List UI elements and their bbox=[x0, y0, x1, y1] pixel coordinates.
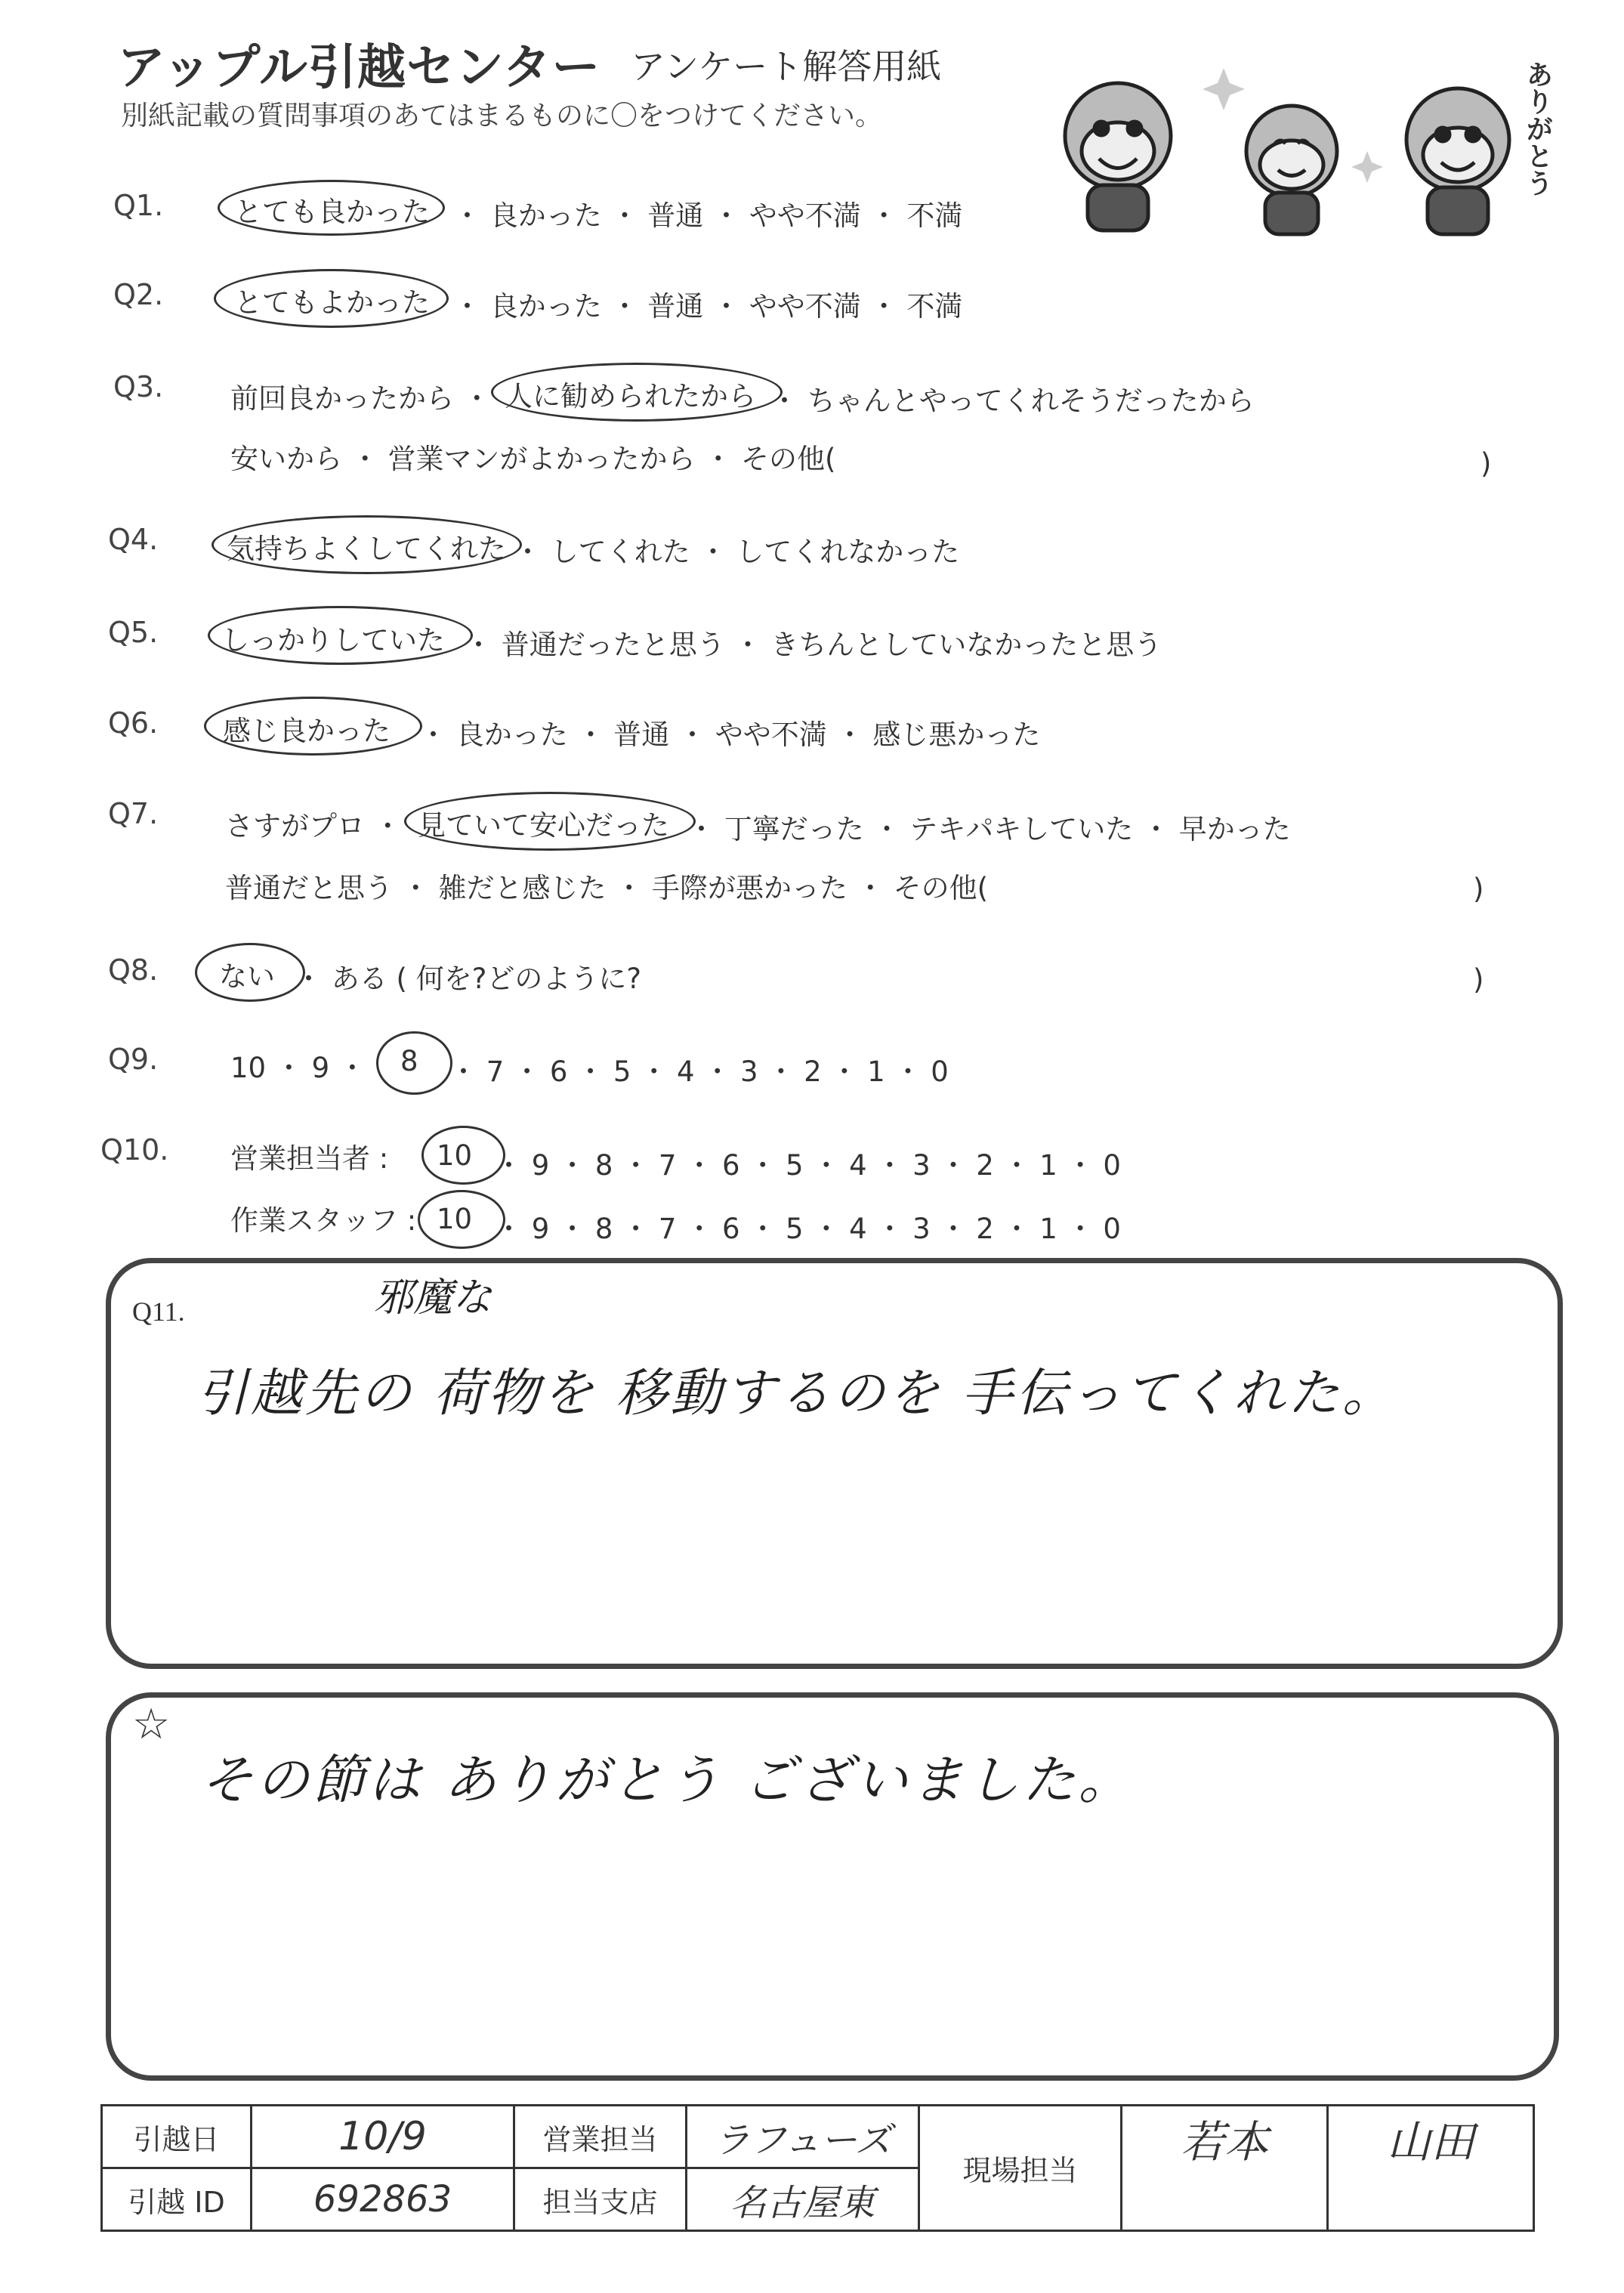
q5-option-selected[interactable]: しっかりしていた bbox=[221, 624, 445, 657]
q10-staff-options[interactable]: ・ 9 ・ 8 ・ 7 ・ 6 ・ 5 ・ 4 ・ 3 ・ 2 ・ 1 ・ 0 bbox=[495, 1213, 1121, 1245]
star-icon: ☆ bbox=[132, 1700, 171, 1749]
q11-handwritten-insert: 邪魔な bbox=[374, 1275, 492, 1321]
footer-table bbox=[100, 2104, 1535, 2232]
form-title: アップル引越センター bbox=[117, 40, 601, 96]
q5-label: Q5. bbox=[108, 616, 159, 649]
q9-options-high[interactable]: 10 ・ 9 ・ bbox=[230, 1052, 366, 1084]
move-date-label: 引越日 bbox=[102, 2106, 252, 2168]
q8-options[interactable]: ・ ある ( 何を?どのように? bbox=[295, 963, 641, 995]
q6-option-selected[interactable]: 感じ良かった bbox=[223, 715, 391, 747]
mascot-caption: ありがとう bbox=[1522, 60, 1553, 196]
q11-label: Q11. bbox=[132, 1296, 185, 1327]
move-date-value[interactable]: 10/9 bbox=[252, 2106, 514, 2168]
q3-option-3[interactable]: ・ ちゃんとやってくれそうだったから bbox=[770, 385, 1255, 417]
sales-label: 営業担当 bbox=[514, 2106, 687, 2168]
site-staff-1[interactable]: 若本 bbox=[1122, 2106, 1328, 2231]
move-id-value[interactable]: 692863 bbox=[252, 2168, 514, 2231]
q5-options[interactable]: ・ 普通だったと思う ・ きちんとしていなかったと思う bbox=[465, 629, 1162, 661]
q1-option-selected[interactable]: とても良かった bbox=[234, 196, 430, 228]
q10-sales-options[interactable]: ・ 9 ・ 8 ・ 7 ・ 6 ・ 5 ・ 4 ・ 3 ・ 2 ・ 1 ・ 0 bbox=[495, 1149, 1121, 1182]
q7-options-line2[interactable]: 普通だと思う ・ 雑だと感じた ・ 手際が悪かった ・ その他( bbox=[225, 872, 989, 904]
q8-close-paren: ) bbox=[1473, 963, 1484, 996]
q7-close-paren: ) bbox=[1473, 873, 1484, 905]
q7-option-3[interactable]: ・ 丁寧だった ・ テキパキしていた ・ 早かった bbox=[687, 813, 1291, 845]
q10-staff-label: 作業スタッフ : bbox=[230, 1204, 417, 1237]
q10-sales-selected[interactable]: 10 bbox=[437, 1139, 473, 1172]
q3-close-paren: ) bbox=[1480, 447, 1492, 480]
comment-handwritten-text: その節は ありがとう ございました。 bbox=[200, 1749, 1135, 1811]
q7-label: Q7. bbox=[108, 797, 159, 830]
mascot-illustration bbox=[1035, 45, 1579, 249]
q10-sales-label: 営業担当者 : bbox=[230, 1142, 389, 1175]
move-id-label: 引越 ID bbox=[102, 2168, 252, 2231]
q6-label: Q6. bbox=[108, 706, 159, 740]
q4-label: Q4. bbox=[108, 523, 159, 556]
q9-option-selected[interactable]: 8 bbox=[400, 1045, 418, 1077]
q1-options[interactable]: ・ 良かった ・ 普通 ・ やや不満 ・ 不満 bbox=[453, 199, 963, 232]
q4-options[interactable]: ・ してくれた ・ してくれなかった bbox=[514, 536, 960, 568]
site-staff-2[interactable]: 山田 bbox=[1328, 2106, 1534, 2231]
q3-label: Q3. bbox=[113, 370, 164, 403]
branch-label: 担当支店 bbox=[514, 2168, 687, 2231]
q3-option-selected[interactable]: 人に勧められたから bbox=[505, 380, 756, 413]
q11-handwritten-answer: 引越先の 荷物を 移動するのを 手伝ってくれた。 bbox=[196, 1364, 1397, 1423]
form-instruction: 別紙記載の質問事項のあてはまるものに〇をつけてください。 bbox=[121, 100, 883, 131]
q8-label: Q8. bbox=[108, 953, 159, 987]
q3-options-line2[interactable]: 安いから ・ 営業マンがよかったから ・ その他( bbox=[230, 443, 836, 475]
q2-option-selected[interactable]: とてもよかった bbox=[234, 286, 430, 319]
form-subtitle: アンケート解答用紙 bbox=[631, 46, 942, 87]
q10-staff-selected[interactable]: 10 bbox=[437, 1203, 473, 1235]
q4-option-selected[interactable]: 気持ちよくしてくれた bbox=[227, 533, 506, 565]
q7-option-1[interactable]: さすがプロ ・ bbox=[225, 810, 402, 842]
q9-options-low[interactable]: ・ 7 ・ 6 ・ 5 ・ 4 ・ 3 ・ 2 ・ 1 ・ 0 bbox=[449, 1055, 949, 1088]
q2-label: Q2. bbox=[113, 278, 164, 311]
q8-option-selected[interactable]: ない bbox=[219, 960, 275, 993]
q3-option-1[interactable]: 前回良かったから ・ bbox=[230, 382, 491, 415]
branch-value[interactable]: 名古屋東 bbox=[687, 2168, 919, 2231]
q7-option-selected[interactable]: 見ていて安心だった bbox=[418, 809, 669, 842]
q10-label: Q10. bbox=[100, 1133, 169, 1167]
q2-options[interactable]: ・ 良かった ・ 普通 ・ やや不満 ・ 不満 bbox=[453, 290, 963, 323]
q11-answer-box[interactable] bbox=[106, 1258, 1563, 1669]
q9-label: Q9. bbox=[108, 1043, 159, 1076]
q6-options[interactable]: ・ 良かった ・ 普通 ・ やや不満 ・ 感じ悪かった bbox=[419, 718, 1041, 751]
sales-value[interactable]: ラフューズ bbox=[687, 2106, 919, 2168]
site-label: 現場担当 bbox=[919, 2106, 1122, 2231]
q1-label: Q1. bbox=[113, 189, 164, 222]
